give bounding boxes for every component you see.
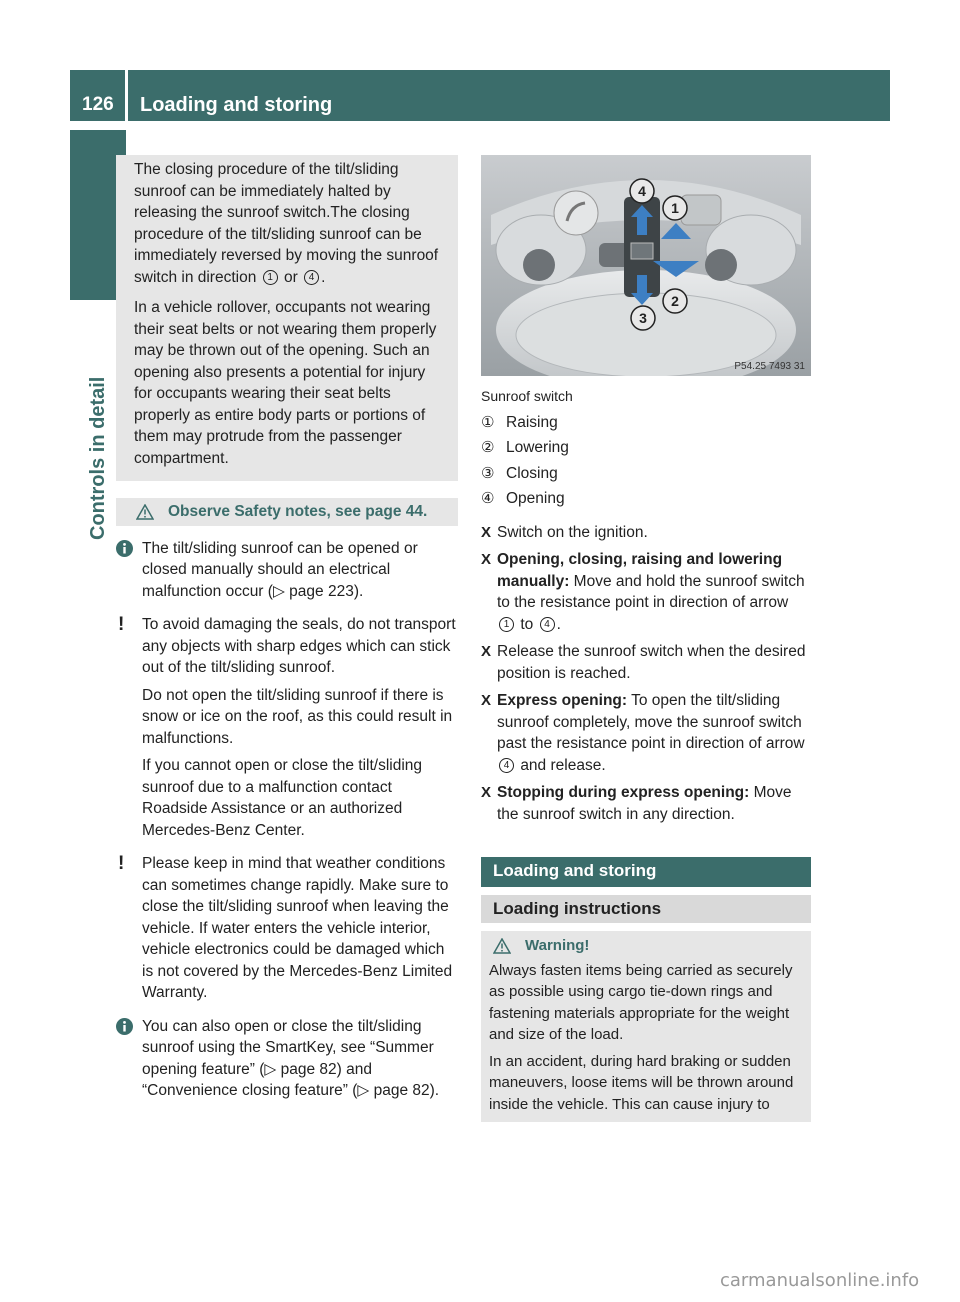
note-text: The tilt/sliding sunroof can be opened or closed manually should an electrical malfunction occur (▷ page 223). bbox=[142, 539, 418, 600]
side-label bbox=[78, 310, 118, 540]
step-item bbox=[481, 641, 811, 684]
warning-title bbox=[489, 935, 803, 957]
note-text: Do not open the tilt/sliding sunroof if there is snow or ice on the roof, as this could result in malfunctions. bbox=[142, 686, 453, 747]
step-arrow-icon: X bbox=[481, 551, 492, 568]
step-item bbox=[481, 690, 811, 776]
warning-triangle-icon bbox=[493, 938, 511, 954]
exclamation-icon: ! bbox=[118, 614, 125, 635]
step-arrow-icon: X bbox=[481, 784, 492, 801]
step-item bbox=[481, 522, 811, 544]
safety-notes-text: Observe Safety notes, see page 44. bbox=[168, 503, 428, 520]
step-item bbox=[481, 549, 811, 635]
section-heading: Loading and storing bbox=[481, 857, 811, 887]
step-text: and release. bbox=[520, 756, 606, 774]
step-text: Switch on the ignition. bbox=[497, 523, 648, 541]
legend-list bbox=[481, 412, 811, 510]
page-number: 126 bbox=[82, 94, 114, 115]
legend-item bbox=[481, 412, 811, 434]
side-label-text: Controls in detail bbox=[87, 376, 109, 540]
legend-item bbox=[481, 463, 811, 485]
legend-item bbox=[481, 488, 811, 510]
header-divider bbox=[125, 70, 128, 121]
legend-label: Closing bbox=[506, 464, 558, 482]
step-text: Release the sunroof switch when the desired position is reached. bbox=[497, 643, 806, 682]
legend-number: ③ bbox=[481, 464, 495, 482]
watermark: carmanualsonline.info bbox=[720, 1270, 920, 1291]
sunroof-switch-photo bbox=[481, 155, 811, 376]
step-arrow-icon: X bbox=[481, 643, 492, 660]
warning-text: In an accident, during hard braking or sudden maneuvers, loose items will be thrown around inside the vehicle. This can cause injury to bbox=[489, 1052, 794, 1113]
photo-label-2: 2 bbox=[671, 293, 679, 309]
right-column bbox=[481, 155, 811, 1122]
legend-number: ① bbox=[481, 413, 495, 431]
circled-number: 4 bbox=[540, 617, 555, 632]
photo-label-1: 1 bbox=[671, 200, 679, 216]
warning-box bbox=[481, 931, 811, 1122]
legend-number: ④ bbox=[481, 490, 495, 507]
info-box bbox=[116, 155, 458, 481]
circled-number: 1 bbox=[499, 617, 514, 632]
note-text: To avoid damaging the seals, do not transport any objects with sharp edges which can stick out of the tilt/sliding sunroof. bbox=[142, 616, 456, 676]
step-text: To open the tilt/sliding sunroof completely, move the sunroof switch past the resistance point in direction of arrow bbox=[497, 692, 805, 752]
photo-code: P54.25 7493 31 bbox=[734, 361, 805, 372]
info-text: The closing procedure of the tilt/sliding sunroof can be immediately halted by releasing the sunroof switch.The closing procedure of the tilt/sliding sunroof can be immediately reversed by moving the sunroof switch in direction bbox=[134, 161, 439, 286]
step-text: Move the sunroof switch in any direction. bbox=[497, 784, 792, 823]
step-text: to bbox=[520, 615, 534, 633]
legend-number: ② bbox=[481, 439, 495, 456]
step-text: . bbox=[556, 615, 561, 633]
photo-label-4: 4 bbox=[638, 183, 646, 199]
info-icon bbox=[116, 540, 133, 557]
step-bold: Stopping during express opening: bbox=[497, 784, 750, 801]
step-arrow-icon: X bbox=[481, 692, 492, 709]
page-title: Loading and storing bbox=[140, 94, 333, 116]
warning-title-text: Warning! bbox=[525, 937, 590, 954]
warning-triangle-icon bbox=[136, 504, 154, 520]
caution-note bbox=[116, 614, 458, 841]
info-box-paragraph: In a vehicle rollover, occupants not wearing their seat belts or not wearing them properly may be thrown out of the opening. Such an opening also presents a potential for injury for occupants wearing their seat belts properly as entire body parts or portions of them may protrude from the passenger compartment. bbox=[134, 299, 437, 467]
subsection-heading: Loading instructions bbox=[481, 895, 811, 923]
step-bold: Opening, closing, raising and lowering manually: bbox=[497, 551, 783, 590]
note-text: If you cannot open or close the tilt/sliding sunroof due to a malfunction contact Roadside Assistance or an authorized Mercedes-Benz Center. bbox=[142, 757, 423, 839]
legend-label: Raising bbox=[506, 413, 558, 431]
info-text: or bbox=[283, 268, 298, 286]
legend-label: Lowering bbox=[506, 439, 569, 456]
safety-notes-bar bbox=[116, 497, 458, 526]
note-text: You can also open or close the tilt/sliding sunroof using the SmartKey, see “Summer opening feature” (▷ page 82) and “Convenience closing feature” (▷ page 82). bbox=[142, 1017, 440, 1099]
exclamation-icon: ! bbox=[118, 853, 125, 874]
warning-text: Always fasten items being carried as securely as possible using cargo tie-down rings and fastening materials appropriate for the weight and size of the load. bbox=[489, 961, 793, 1043]
legend-label: Opening bbox=[506, 490, 565, 507]
photo-label-3: 3 bbox=[639, 310, 647, 326]
circled-number: 1 bbox=[263, 270, 278, 285]
info-icon bbox=[116, 1018, 133, 1035]
info-text: . bbox=[321, 268, 326, 286]
left-column bbox=[116, 155, 458, 1108]
info-box-paragraph bbox=[134, 159, 446, 288]
legend-item bbox=[481, 437, 811, 459]
step-text: Move and hold the sunroof switch to the resistance point in direction of arrow bbox=[497, 572, 805, 611]
step-arrow-icon: X bbox=[481, 523, 492, 541]
photo-caption: Sunroof switch bbox=[481, 388, 573, 404]
note-text: Please keep in mind that weather conditions can sometimes change rapidly. Make sure to close the tilt/sliding sunroof when leaving the vehicle. If water enters the vehicle interior, vehicle electronics could be damaged which is not covered by the Mercedes-Benz Limited Warranty. bbox=[142, 855, 453, 1001]
caution-note bbox=[116, 853, 458, 1004]
step-bold: Express opening: bbox=[497, 692, 628, 709]
info-note bbox=[116, 1016, 458, 1102]
circled-number: 4 bbox=[499, 758, 514, 773]
info-note bbox=[116, 538, 458, 603]
circled-number: 4 bbox=[304, 270, 319, 285]
step-item bbox=[481, 782, 811, 825]
instruction-steps bbox=[481, 522, 811, 826]
